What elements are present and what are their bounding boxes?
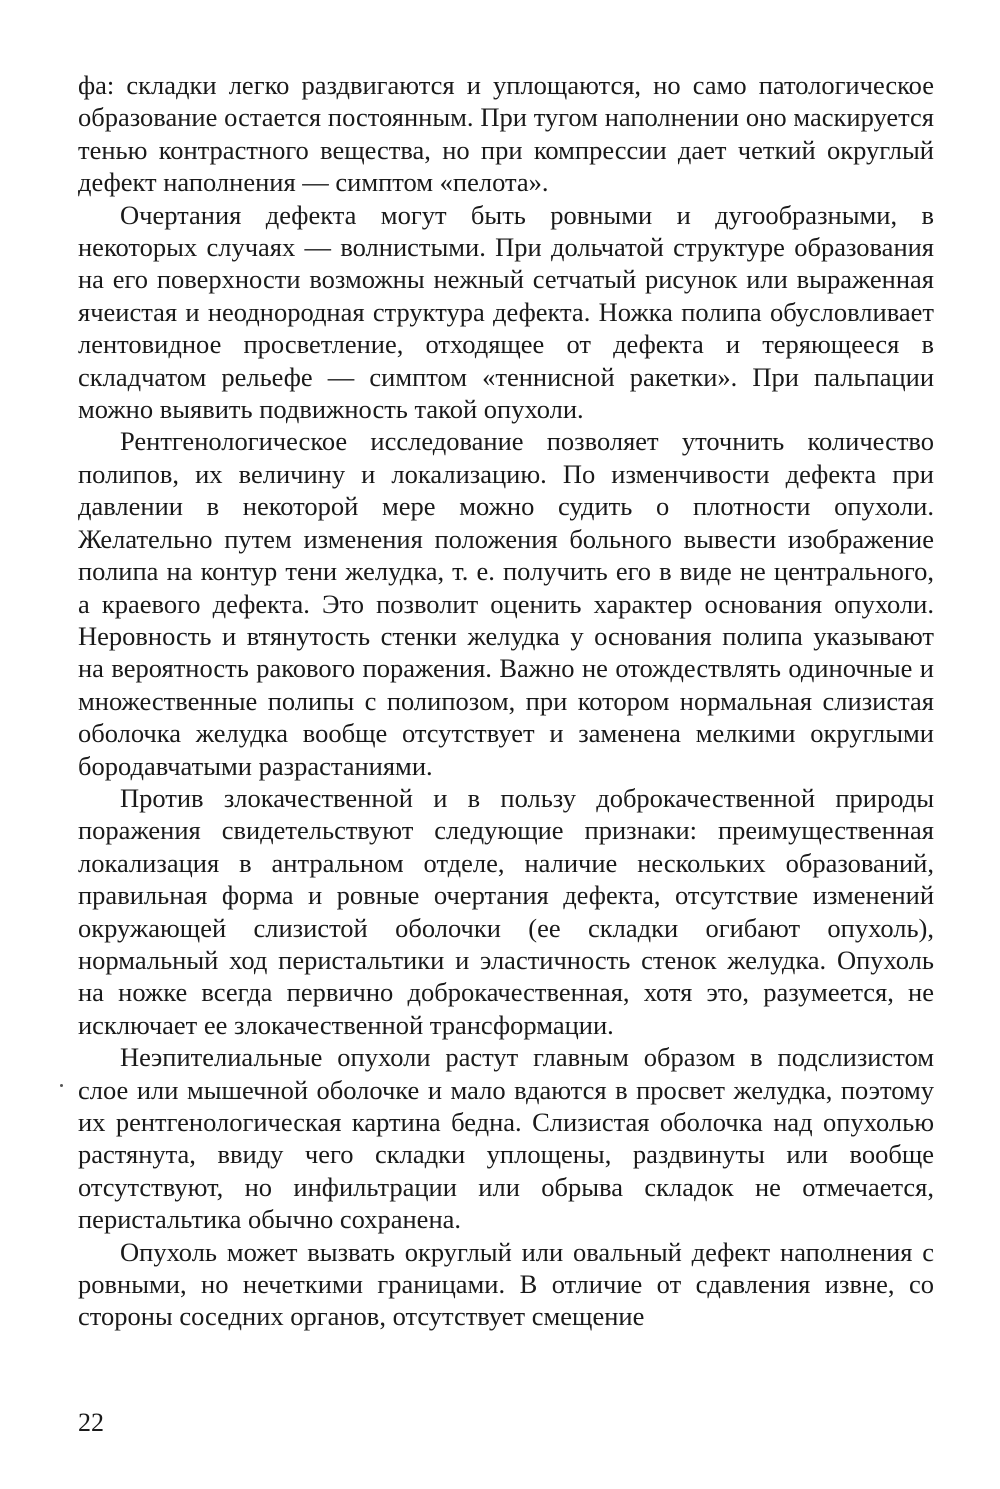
- page-number: 22: [78, 1408, 104, 1437]
- body-text: [78, 69, 934, 1333]
- paragraph-filling-defect: Опухоль может вызвать округлый или овальный дефект наполнения с ровными, но нечеткими границами. В отличие от сдавления извне, со стороны соседних органов, отсутствует смещение: [78, 1236, 934, 1332]
- paragraph-nonepithelial-tumors: Неэпителиальные опухоли растут главным образом в подслизистом слое или мышечной оболочке и мало вдаются в просвет желудка, поэтому их рентгенологическая картина бедна. Слизистая оболочка над опухолью растянута, ввиду чего складки уплощены, раздвинуты или вообще отсутствуют, но инфильтрации или обрыва складок не отмечается, перистальтика обычно сохранена.: [78, 1042, 934, 1235]
- paragraph-continuation: фа: складки легко раздвигаются и уплощаются, но само патологическое образование остается постоянным. При тугом наполнении оно маскируется тенью контрастного вещества, но при компрессии дает четкий округлый дефект наполнения — симптом «пелота».: [78, 70, 934, 198]
- paragraph-defect-contours: Очертания дефекта могут быть ровными и дугообразными, в некоторых случаях — волнистыми. При дольчатой структуре образования на его поверхности возможны нежный сетчатый рисунок или выраженная ячеистая и неоднородная структура дефекта. Ножка полипа обусловливает лентовидное просветление, отходящее от дефекта и теряющееся в складчатом рельефе — симптом «теннисной ракетки». При пальпации можно выявить подвижность такой опухоли.: [78, 199, 934, 425]
- paragraph-xray-examination: Рентгенологическое исследование позволяет уточнить количество полипов, их величину и локализацию. По изменчивости дефекта при давлении в некоторой мере можно судить о плотности опухоли. Желательно путем изменения положения больного вывести изображение полипа на контур тени желудка, т. е. получить его в виде не центрального, а краевого дефекта. Это позволит оценить характер основания опухоли. Неровность и втянутость стенки желудка у основания полипа указывают на вероятность ракового поражения. Важно не отождествлять одиночные и множественные полипы с полипозом, при котором нормальная слизистая оболочка желудка вообще отсутствует и заменена мелкими округлыми бородавчатыми разрастаниями.: [78, 426, 934, 781]
- scan-speck: [60, 1084, 63, 1087]
- paragraph-benign-signs: Против злокачественной и в пользу доброкачественной природы поражения свидетельствуют следующие признаки: преимущественная локализация в антральном отделе, наличие нескольких образований, правильная форма и ровные очертания дефекта, отсутствие изменений окружающей слизистой оболочки (ее складки огибают опухоль), нормальный ход перистальтики и эластичность стенок желудка. Опухоль на ножке всегда первично доброкачественная, хотя это, разумеется, не исключает ее злокачественной трансформации.: [78, 782, 934, 1040]
